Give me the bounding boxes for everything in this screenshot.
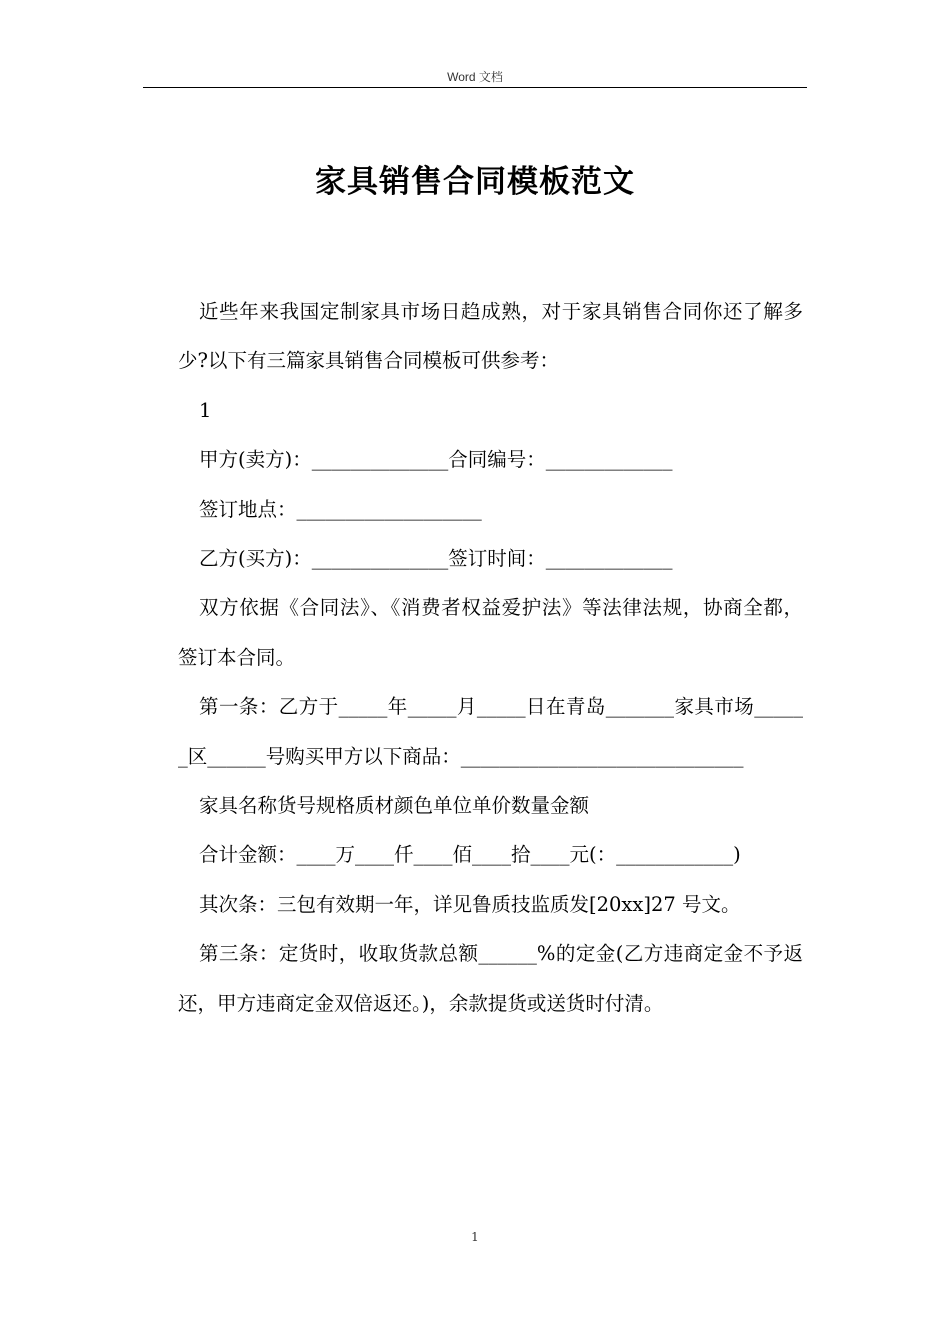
intro-paragraph: 近些年来我国定制家具市场日趋成熟，对于家具销售合同你还了解多少?以下有三篇家具销售合同模板可供参考： (178, 300, 803, 373)
article-one-paragraph: 第一条：乙方于_____年_____月_____日在青岛_______家具市场______区______号购买甲方以下商品：_____________________________ (178, 695, 803, 768)
page-header-label: Word 文档 (447, 70, 503, 84)
agreement-basis-paragraph: 双方依据《合同法》、《消费者权益爱护法》等法律法规，协商全都，签订本合同。 (178, 596, 803, 669)
article-two-paragraph: 其次条：三包有效期一年，详见鲁质技监质发[20xx]27 号文。 (199, 892, 741, 916)
document-title: 家具销售合同模板范文 (315, 164, 635, 200)
document-body (178, 287, 803, 1028)
signing-place-line: 签订地点：___________________ (199, 497, 482, 521)
party-b-line: 乙方(买方)：______________签订时间：_____________ (199, 547, 673, 571)
total-amount-line: 合计金额：____万____仟____佰____拾____元(：____________) (199, 843, 741, 867)
goods-table-header: 家具名称货号规格质材颜色单位单价数量金额 (199, 794, 590, 818)
page-number: 1 (471, 1230, 479, 1244)
article-three-paragraph: 第三条：定货时，收取货款总额______%的定金(乙方违商定金不予返还，甲方违商定金双倍返还。)，余款提货或送货时付清。 (178, 942, 803, 1015)
party-a-line: 甲方(卖方)：______________合同编号：_____________ (199, 448, 673, 472)
section-number: 1 (199, 398, 212, 422)
header-divider (143, 87, 807, 88)
